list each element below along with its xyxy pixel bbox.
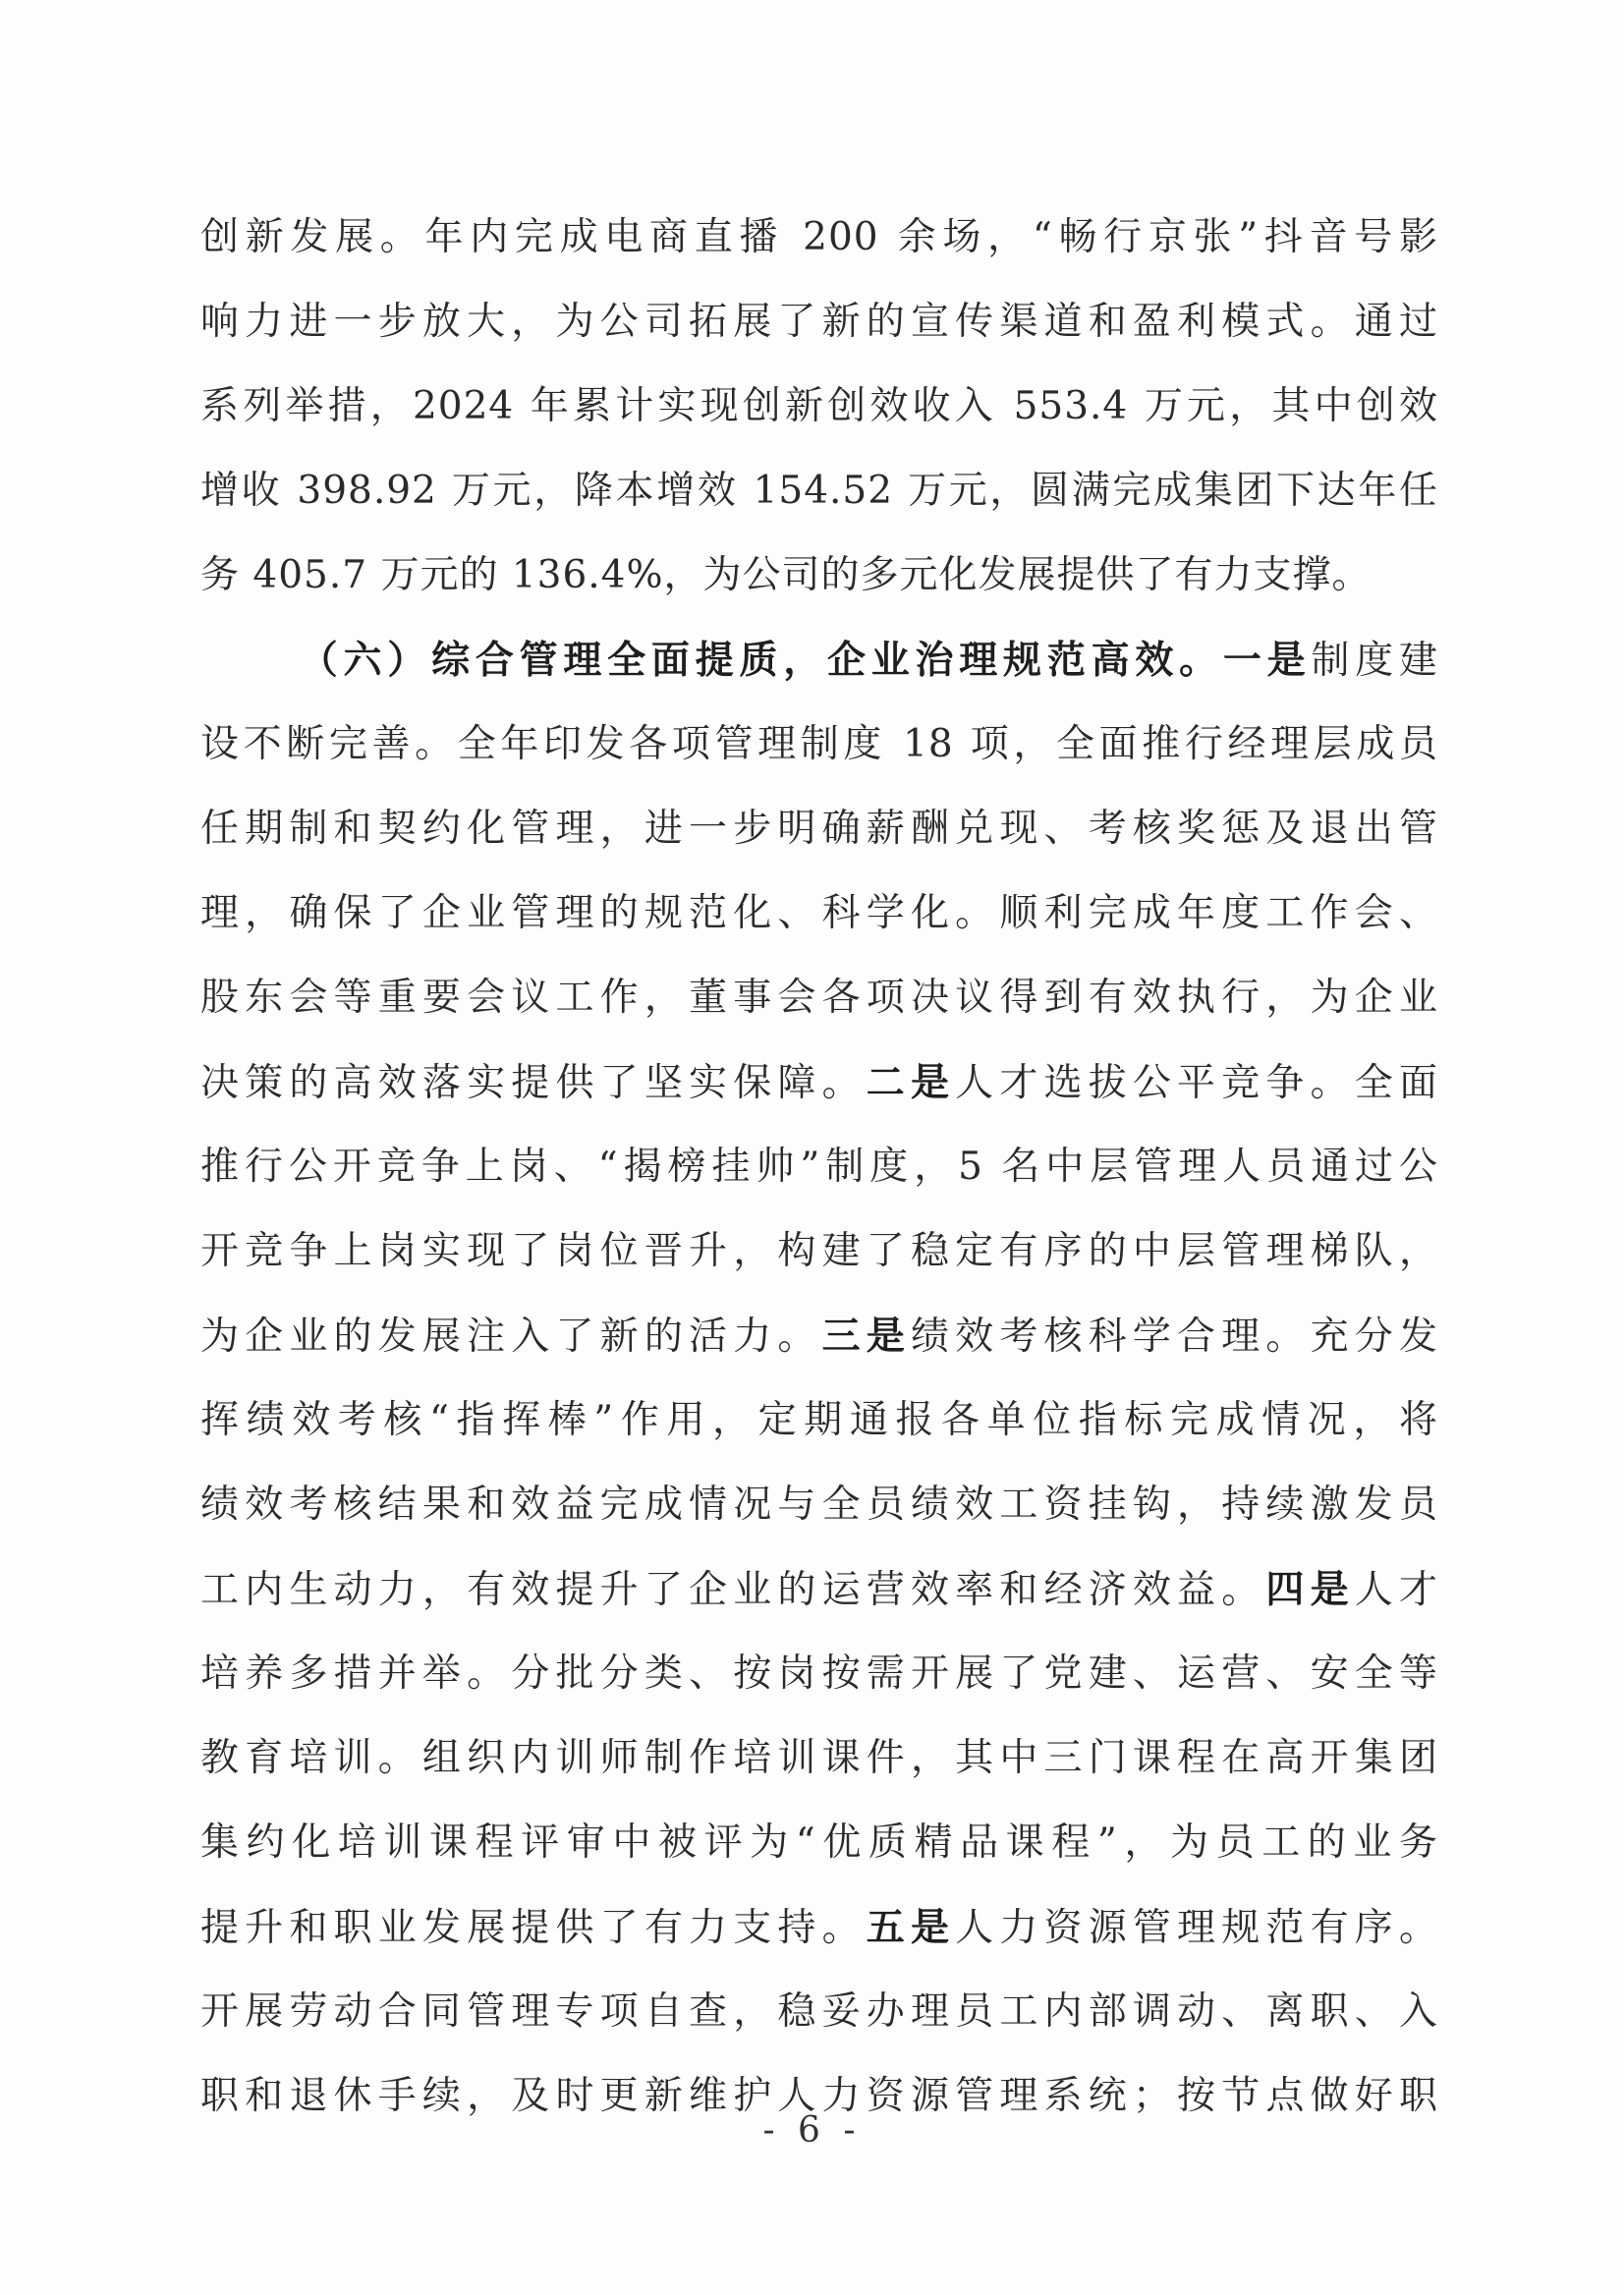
point-text: 制度建	[1311, 639, 1438, 683]
point-text: 提升和职业发展提供了有力支持。	[200, 1906, 867, 1950]
section-heading-line	[200, 631, 1438, 715]
paragraph-line: 集约化培训课程评审中被评为“优质精品课程”，为员工的业务	[200, 1820, 1438, 1865]
paragraph-line: 开竞争上岗实现了岗位晋升，构建了稳定有序的中层管理梯队，	[200, 1229, 1438, 1273]
paragraph-line: 创新发展。年内完成电商直播 200 余场，“畅行京张”抖音号影	[200, 215, 1438, 259]
body-text	[200, 208, 1438, 2152]
paragraph-line: 职和退休手续，及时更新维护人力资源管理系统；按节点做好职	[200, 2074, 1438, 2118]
point-text: 决策的高效落实提供了坚实保障。	[200, 1061, 867, 1105]
point-text: 人才选拔公平竞争。全面	[955, 1061, 1438, 1105]
point-label: 四是	[1265, 1567, 1355, 1612]
paragraph-line: 培养多措并举。分批分类、按岗按需开展了党建、运营、安全等	[200, 1651, 1438, 1696]
section-heading: （六）综合管理全面提质，企业治理规范高效。	[295, 638, 1223, 683]
paragraph-line	[200, 1560, 1438, 1645]
point-text: 绩效考核科学合理。充分发	[910, 1315, 1438, 1359]
point-label: 三是	[821, 1314, 911, 1359]
paragraph-line	[200, 1053, 1438, 1138]
paragraph-line: 开展劳动合同管理专项自查，稳妥办理员工内部调动、离职、入	[200, 1989, 1438, 2034]
page-number: - 6 -	[762, 2110, 862, 2151]
paragraph-line	[200, 1307, 1438, 1391]
point-label: 一是	[1222, 638, 1312, 683]
paragraph-line: 任期制和契约化管理，进一步明确薪酬兑现、考核奖惩及退出管	[200, 807, 1438, 851]
paragraph-line: 挥绩效考核“指挥棒”作用，定期通报各单位指标完成情况，将	[200, 1398, 1438, 1442]
point-label: 二是	[866, 1060, 956, 1105]
paragraph-line: 系列举措，2024 年累计实现创新创效收入 553.4 万元，其中创效	[200, 384, 1438, 428]
paragraph-line: 设不断完善。全年印发各项管理制度 18 项，全面推行经理层成员	[200, 722, 1438, 766]
point-text: 为企业的发展注入了新的活力。	[200, 1315, 822, 1359]
paragraph-line	[200, 1898, 1438, 1983]
point-text: 人才	[1354, 1568, 1438, 1612]
paragraph-line: 推行公开竞争上岗、“揭榜挂帅”制度，5 名中层管理人员通过公	[200, 1145, 1438, 1189]
paragraph-line: 理，确保了企业管理的规范化、科学化。顺利完成年度工作会、	[200, 891, 1438, 935]
paragraph-line: 教育培训。组织内训师制作培训课件，其中三门课程在高开集团	[200, 1736, 1438, 1780]
paragraph-line: 增收 398.92 万元，降本增效 154.52 万元，圆满完成集团下达年任	[200, 469, 1438, 513]
paragraph-line: 响力进一步放大，为公司拓展了新的宣传渠道和盈利模式。通过	[200, 300, 1438, 344]
point-text: 人力资源管理规范有序。	[955, 1906, 1438, 1950]
paragraph-line: 务 405.7 万元的 136.4%，为公司的多元化发展提供了有力支撑。	[200, 553, 1372, 597]
point-label: 五是	[866, 1905, 956, 1950]
point-text: 工内生动力，有效提升了企业的运营效率和经济效益。	[200, 1568, 1266, 1612]
paragraph-line: 绩效考核结果和效益完成情况与全员绩效工资挂钩，持续激发员	[200, 1483, 1438, 1527]
paragraph-line: 股东会等重要会议工作，董事会各项决议得到有效执行，为企业	[200, 976, 1438, 1020]
